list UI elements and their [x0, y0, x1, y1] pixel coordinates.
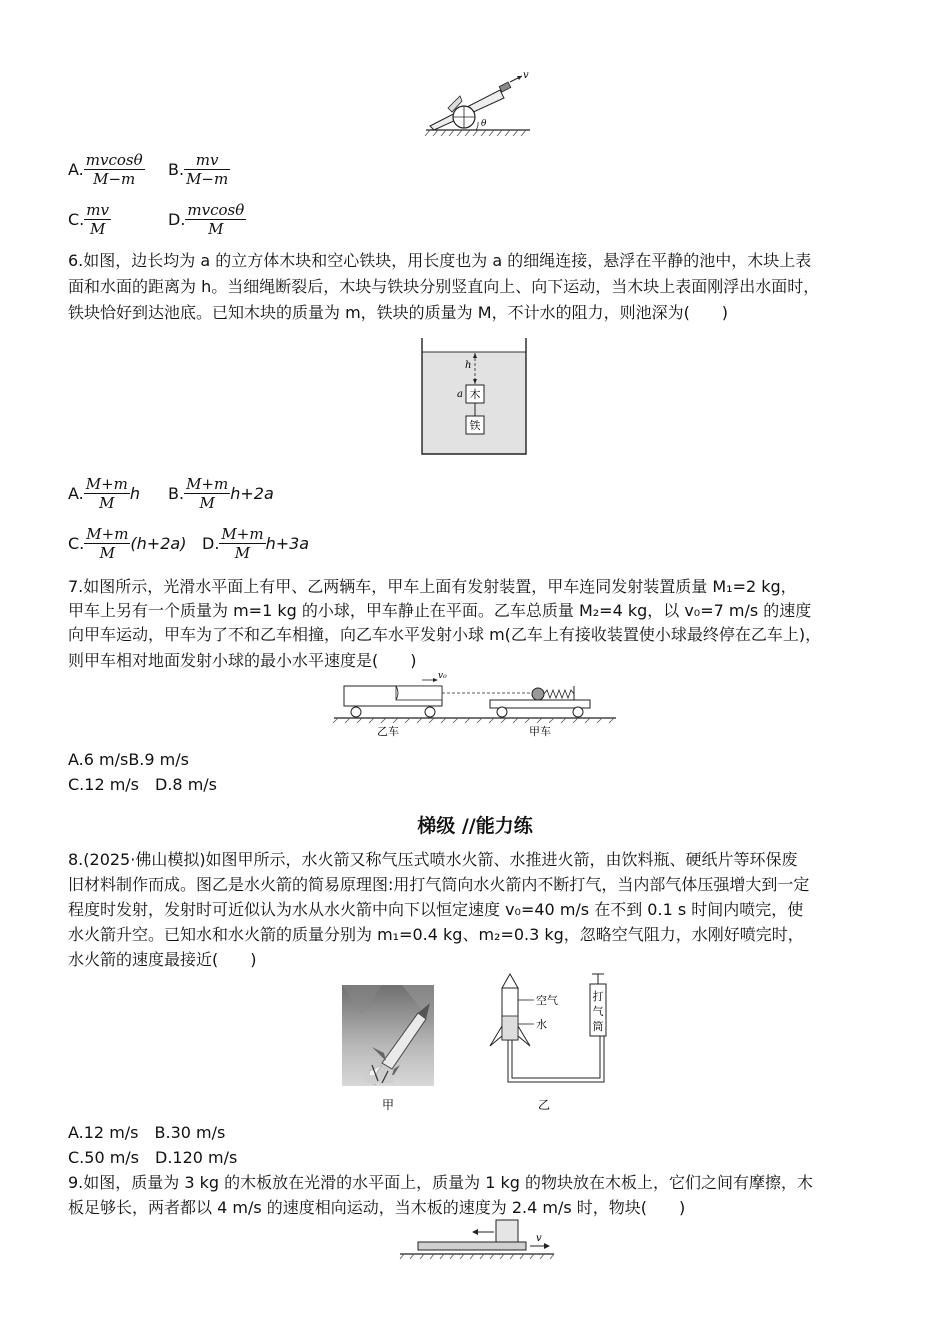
- board-block-figure: [396, 1214, 558, 1260]
- cannon-figure: [418, 68, 536, 140]
- q5-option-a[interactable]: [68, 151, 145, 188]
- option-tail: h: [129, 484, 141, 503]
- car-jia-label: 甲车: [529, 725, 551, 738]
- option-tail: h+2a: [230, 484, 274, 503]
- q9-line: 9.如图，质量为 3 kg 的木板放在光滑的水平面上，质量为 1 kg 的物块放在木板上，它们之间有摩擦，木: [68, 1173, 813, 1192]
- numerator: mvcosθ: [187, 201, 245, 219]
- q7-line: 则甲车相对地面发射小球的最小水平速度是( ): [68, 651, 417, 670]
- fraction: [219, 525, 265, 562]
- pump-char-1: 打: [592, 990, 604, 1003]
- denominator: M−m: [93, 170, 136, 188]
- q7-line: 向甲车运动，甲车为了不和乙车相撞，向乙车水平发射小球 m(乙车上有接收装置使小球最终停在乙车上)，: [68, 625, 822, 644]
- option-label: D.: [168, 210, 186, 229]
- q6-option-a[interactable]: [68, 475, 140, 512]
- q7-line: 7.如图所示，光滑水平面上有甲、乙两辆车，甲车上面有发射装置，甲车连同发射装置质量 M₁=2 kg，: [68, 577, 797, 596]
- option-label: B.: [168, 484, 185, 503]
- water-label: 水: [536, 1018, 547, 1031]
- denominator: M: [99, 494, 115, 512]
- q8-options-row-2[interactable]: C.50 m/s D.120 m/s: [68, 1148, 238, 1167]
- q8-line: 水火箭升空。已知水和水火箭的质量分别为 m₁=0.4 kg、m₂=0.3 kg，忽略空气阻力，水刚好喷完时，: [68, 925, 804, 944]
- denominator: M: [99, 544, 116, 562]
- option-label: A.: [68, 484, 84, 503]
- q6-line: 面和水面的距离为 h。当细绳断裂后，木块与铁块分别竖直向上、向下运动，当木块上表面刚浮出水面时，: [68, 277, 820, 296]
- denominator: M: [234, 544, 251, 562]
- v0-label: v₀: [438, 671, 447, 681]
- q8-line: 水火箭的速度最接近( ): [68, 950, 257, 969]
- q7-options-row-2[interactable]: C.12 m/s D.8 m/s: [68, 775, 218, 794]
- q9-line: 板足够长，两者都以 4 m/s 的速度相向运动，当木板的速度为 2.4 m/s 时，物块( ): [68, 1198, 686, 1217]
- depth-h-label: h: [465, 360, 472, 371]
- q6-option-d[interactable]: [202, 525, 309, 562]
- q6-option-b[interactable]: [168, 475, 274, 512]
- water-rocket-schematic: [480, 970, 620, 1111]
- pump-char-3: 筒: [592, 1020, 604, 1033]
- iron-block-label: 铁: [469, 419, 481, 432]
- numerator: M+m: [86, 525, 129, 543]
- fraction: [84, 525, 130, 562]
- fraction: [84, 151, 145, 188]
- option-tail: (h+2a): [130, 534, 187, 553]
- fig-jia-label: 甲: [381, 1098, 395, 1111]
- option-tail: h+3a: [265, 534, 310, 553]
- pump-char-2: 气: [592, 1005, 604, 1018]
- q6-option-c[interactable]: [68, 525, 186, 562]
- numerator: mvcosθ: [85, 151, 143, 169]
- wood-block-label: 木: [469, 388, 481, 401]
- q8-line: 程度时发射，发射时可近似认为水从水火箭中向下以恒定速度 v₀=40 m/s 在不到 0.1 s 时间内喷完，使: [68, 900, 804, 919]
- numerator: mv: [86, 201, 109, 219]
- section-heading: 梯级 //能力练: [417, 815, 533, 837]
- denominator: M: [199, 494, 215, 512]
- q8-options-row-1[interactable]: A.12 m/s B.30 m/s: [68, 1123, 226, 1142]
- numerator: M+m: [221, 525, 264, 543]
- q5-option-c[interactable]: [68, 201, 111, 238]
- q5-option-b[interactable]: [168, 151, 230, 188]
- option-label: C.: [68, 210, 85, 229]
- denominator: M: [208, 220, 224, 238]
- q5-option-d[interactable]: [168, 201, 246, 238]
- fraction: [184, 151, 230, 188]
- option-label: B.: [168, 160, 185, 179]
- car-yi-label: 乙车: [377, 725, 399, 738]
- side-a-label: a: [457, 389, 463, 400]
- q6-line: 铁块恰好到达池底。已知木块的质量为 m，铁块的质量为 M，不计水的阻力，则池深为( ): [68, 303, 729, 322]
- cannon-theta-label: θ: [481, 119, 487, 129]
- numerator: M+m: [186, 475, 229, 493]
- q6-line: 6.如图，边长均为 a 的立方体木块和空心铁块，用长度也为 a 的细绳连接，悬浮在平静的池中，木块上表: [68, 251, 812, 270]
- denominator: M−m: [186, 170, 229, 188]
- two-cars-figure: [330, 668, 620, 740]
- board-v-label: v: [536, 1233, 542, 1244]
- q7-options-row-1[interactable]: A.6 m/sB.9 m/s: [68, 750, 189, 769]
- q8-line: 旧材料制作而成。图乙是水火箭的简易原理图:用打气筒向水火箭内不断打气，当内部气体压强增大到一定: [68, 875, 810, 894]
- air-label: 空气: [536, 994, 558, 1007]
- pool-figure: [418, 336, 530, 458]
- water-rocket-photo: [342, 985, 434, 1111]
- denominator: M: [89, 220, 106, 238]
- numerator: mv: [184, 151, 230, 170]
- cannon-v-label: v: [523, 70, 529, 81]
- fig-yi-label: 乙: [537, 1098, 551, 1111]
- fraction: [84, 475, 130, 512]
- fraction: [185, 201, 246, 238]
- numerator: M+m: [85, 475, 128, 493]
- option-label: D.: [202, 534, 220, 553]
- fraction: [84, 201, 111, 238]
- fraction: [184, 475, 230, 512]
- option-label: C.: [68, 534, 85, 553]
- q8-line: 8.(2025·佛山模拟)如图甲所示，水火箭又称气压式喷水火箭、水推进火箭，由饮料瓶、硬纸片等环保废: [68, 850, 798, 869]
- option-label: A.: [68, 160, 84, 179]
- q7-line: 甲车上另有一个质量为 m=1 kg 的小球，甲车静止在平面。乙车总质量 M₂=4 kg，以 v₀=7 m/s 的速度: [68, 601, 812, 620]
